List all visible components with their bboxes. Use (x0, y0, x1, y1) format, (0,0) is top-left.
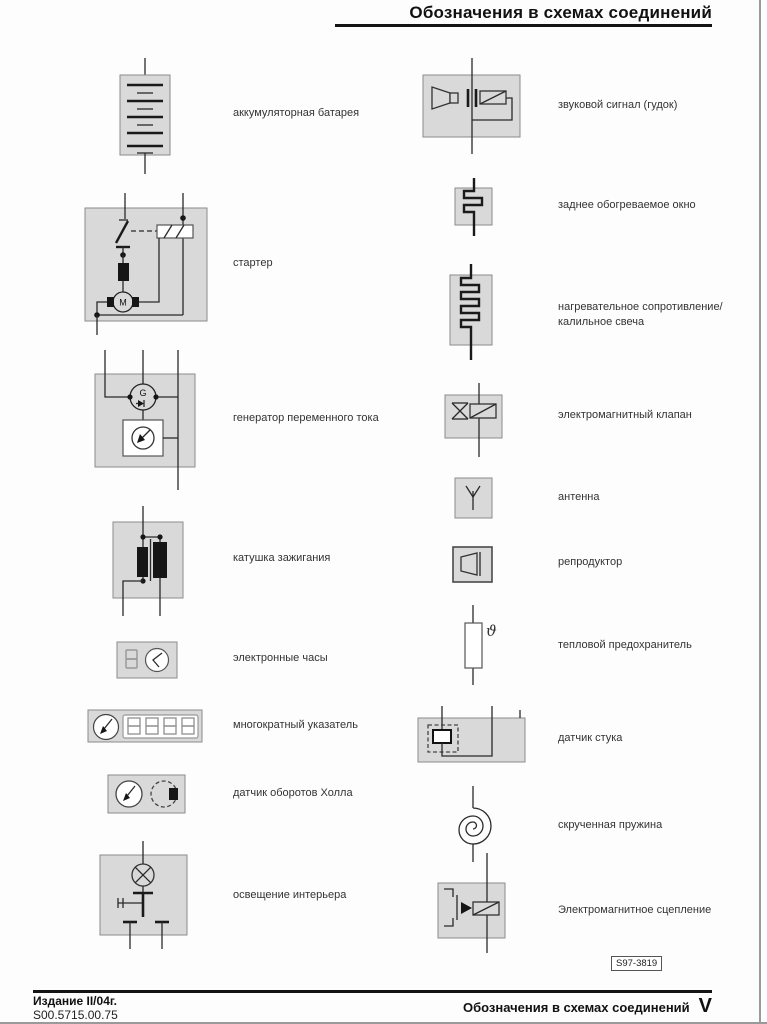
loudspeaker-symbol-icon (451, 545, 495, 585)
symbol-label-knock-sensor: датчик стука (558, 732, 623, 744)
glow-plug-symbol-icon (448, 262, 496, 362)
symbol-label-battery: аккумуляторная батарея (233, 107, 360, 119)
figure-code: S97-3819 (611, 956, 662, 971)
symbol-label-interior-light: освещение интерьера (233, 889, 347, 901)
footer-edition: Издание II/04г. (33, 994, 117, 1008)
footer-page-number: V (698, 995, 712, 1017)
alternator-symbol-icon (93, 350, 203, 490)
symbol-label-solenoid: электромагнитный клапан (558, 409, 692, 421)
electronic-clock-symbol-icon (115, 640, 179, 680)
symbol-label-indicator: многократный указатель (233, 719, 358, 731)
symbol-label-antenna: антенна (558, 491, 600, 503)
knock-sensor-symbol-icon (416, 702, 528, 766)
solenoid-valve-symbol-icon (443, 383, 505, 457)
starter-symbol-icon (83, 193, 211, 335)
antenna-symbol-icon (453, 476, 495, 522)
symbol-label-loudspeaker: репродуктор (558, 556, 623, 568)
symbol-label-heated-window: заднее обогреваемое окно (558, 199, 696, 211)
symbol-label-starter: стартер (233, 257, 273, 269)
battery-symbol-icon (118, 58, 174, 174)
svg-text:M: M (119, 297, 127, 308)
em-clutch-symbol-icon (436, 853, 508, 953)
symbol-label-horn: звуковой сигнал (гудок) (558, 99, 678, 111)
symbol-label-glow-plug: нагревательное сопротивление/калильное свеча (558, 301, 723, 328)
footer-right (463, 995, 712, 1018)
ignition-coil-symbol-icon (111, 506, 187, 616)
hall-sensor-symbol-icon (106, 773, 188, 815)
svg-text:G: G (139, 388, 147, 398)
symbol-label-ignition-coil: катушка зажигания (233, 552, 331, 564)
horn-symbol-icon (421, 58, 523, 154)
heated-rear-window-symbol-icon (453, 176, 495, 238)
symbol-label-alternator: генератор переменного тока (233, 412, 379, 424)
page-right-edge (759, 0, 761, 1024)
title-underline (335, 24, 712, 27)
footer-rule (33, 990, 712, 993)
page-bottom-edge (0, 1022, 767, 1024)
page-title: Обозначения в схемах соединений (409, 3, 712, 22)
symbol-label-spring: скрученная пружина (558, 819, 663, 831)
thermal-fuse-symbol-icon (460, 605, 506, 685)
interior-light-symbol-icon (98, 841, 190, 951)
footer-right-title: Обозначения в схемах соединений (463, 1000, 690, 1015)
footer-doc-code: S00.5715.00.75 (33, 1008, 118, 1022)
symbol-label-thermal-fuse: тепловой предохранитель (558, 639, 692, 651)
multi-indicator-symbol-icon (86, 708, 204, 746)
svg-text:ϑ: ϑ (486, 622, 497, 640)
symbol-label-clock: электронные часы (233, 652, 328, 664)
symbol-label-hall: датчик оборотов Холла (233, 787, 353, 799)
symbol-label-em-clutch: Электромагнитное сцепление (558, 904, 712, 916)
